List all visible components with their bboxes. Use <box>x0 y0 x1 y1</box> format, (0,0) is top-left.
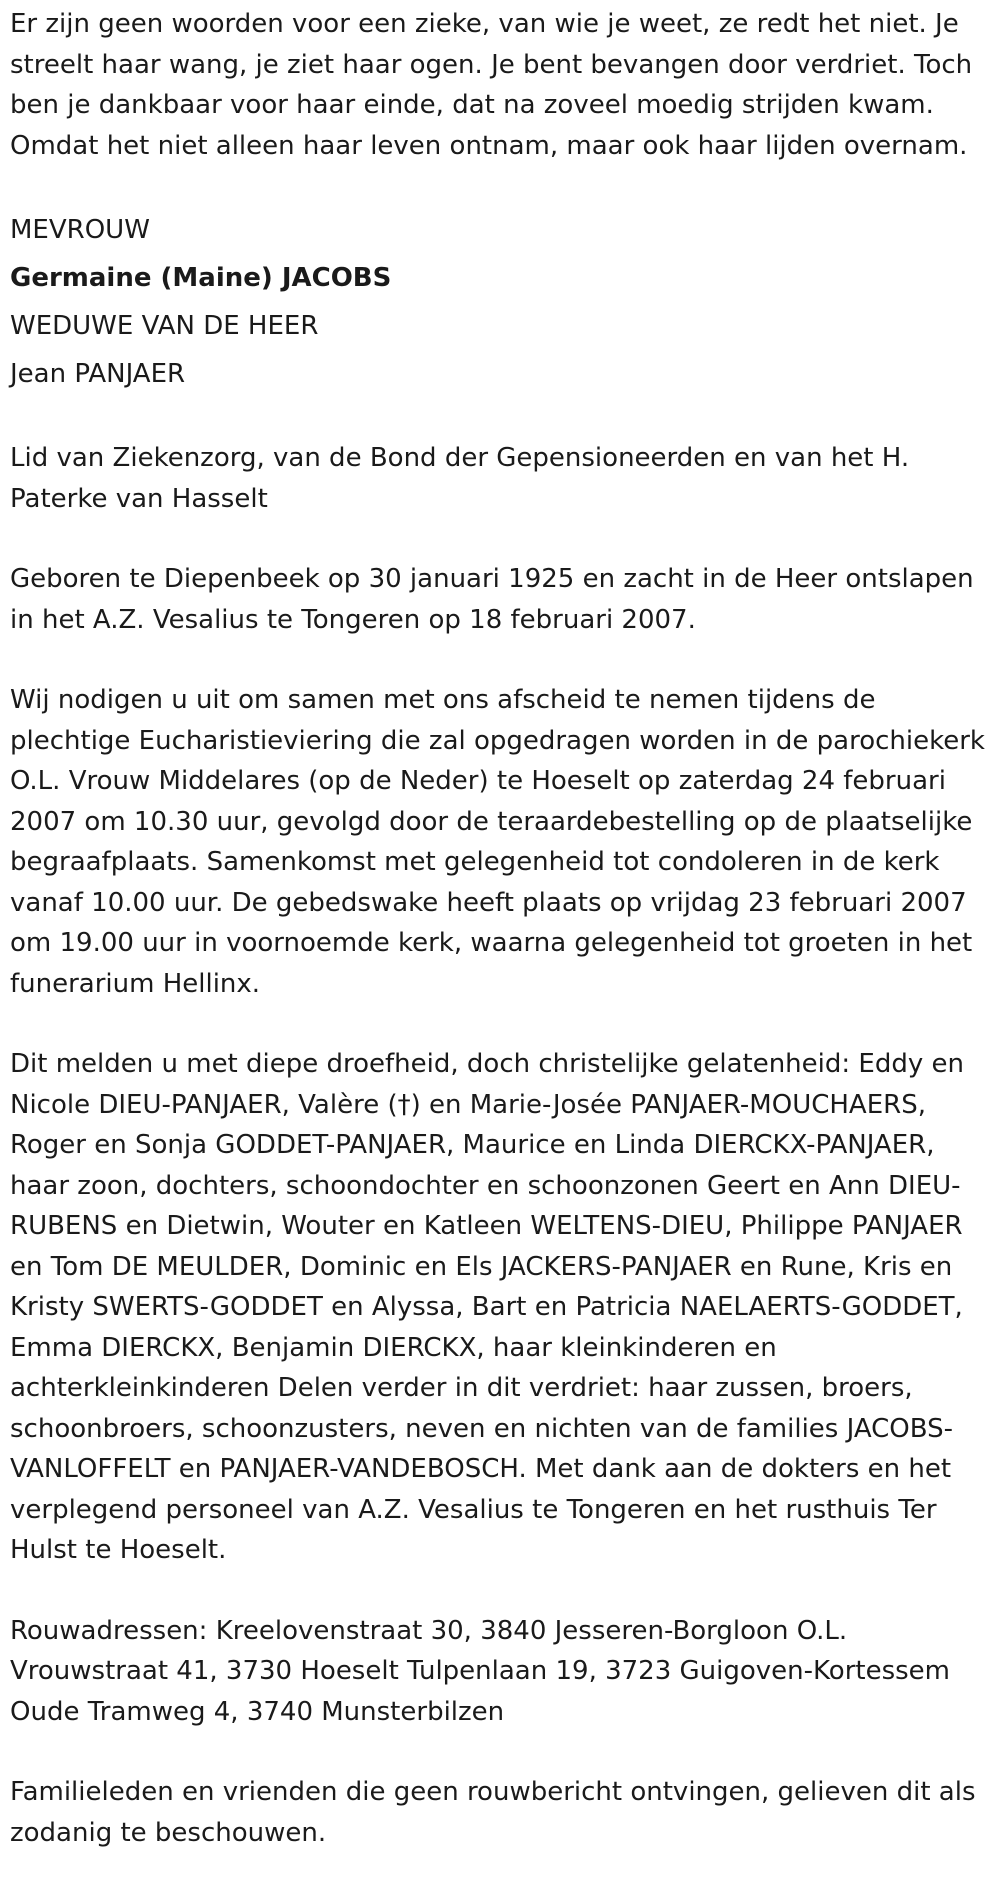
deceased-block <box>10 206 990 398</box>
intro-poem: Er zijn geen woorden voor een zieke, van wie je weet, ze redt het niet. Je streelt haar wang, je ziet haar ogen. Je bent bevangen door verdriet. Toch ben je dankbaar voor haar einde, dat na zoveel moedig strijden kwam. Omdat het niet alleen haar leven ontnam, maar ook haar lijden overnam. <box>10 9 973 161</box>
addresses-text: Rouwadressen: Kreelovenstraat 30, 3840 Jesseren-Borgloon O.L. Vrouwstraat 41, 3730 Hoeselt Tulpenlaan 19, 3723 Guigoven-Kortessem Oude Tramweg 4, 3740 Munsterbilzen <box>10 1615 950 1727</box>
deceased-relation: WEDUWE VAN DE HEER <box>10 311 319 341</box>
membership-text: Lid van Ziekenzorg, van de Bond der Gepensioneerden en van het H. Paterke van Hasselt <box>10 443 910 514</box>
deceased-name: Germaine (Maine) JACOBS <box>10 263 392 293</box>
spouse-name: Jean PANJAER <box>10 359 186 389</box>
ceremony-text: Wij nodigen u uit om samen met ons afscheid te nemen tijdens de plechtige Eucharistieviering die zal opgedragen worden in de parochiekerk O.L. Vrouw Middelares (op de Neder) te Hoeselt op zaterdag 24 februari 2007 om 10.30 uur, gevolgd door de teraardebestelling op de plaatselijke begraafplaats. Samenkomst met gelegenheid tot condoleren in de kerk vanaf 10.00 uur. De gebedswake heeft plaats op vrijdag 23 februari 2007 om 19.00 uur in voornoemde kerk, waarna gelegenheid tot groeten in het funerarium Hellinx. <box>10 685 985 999</box>
deceased-title: MEVROUW <box>10 215 150 245</box>
closing-text: Familieleden en vrienden die geen rouwbericht ontvingen, gelieven dit als zodanig te beschouwen. <box>10 1777 976 1848</box>
birth-death-text: Geboren te Diepenbeek op 30 januari 1925 en zacht in de Heer ontslapen in het A.Z. Vesalius te Tongeren op 18 februari 2007. <box>10 564 974 635</box>
family-text: Dit melden u met diepe droefheid, doch christelijke gelatenheid: Eddy en Nicole DIEU-PANJAER, Valère (†) en Marie-Josée PANJAER-MOUCHAERS, Roger en Sonja GODDET-PANJAER, Maurice en Linda DIERCKX-PANJAER, haar zoon, dochters, schoondochter en schoonzonen Geert en Ann DIEU-RUBENS en Dietwin, Wouter en Katleen WELTENS-DIEU, Philippe PANJAER en Tom DE MEULDER, Dominic en Els JACKERS-PANJAER en Rune, Kris en Kristy SWERTS-GODDET en Alyssa, Bart en Patricia NAELAERTS-GODDET, Emma DIERCKX, Benjamin DIERCKX, haar kleinkinderen en achterkleinkinderen Delen verder in dit verdriet: haar zussen, broers, schoonbroers, schoonzusters, neven en nichten van de families JACOBS-VANLOFFELT en PANJAER-VANDEBOSCH. Met dank aan de dokters en het verplegend personeel van A.Z. Vesalius te Tongeren en het rusthuis Ter Hulst te Hoeselt. <box>10 1049 964 1565</box>
